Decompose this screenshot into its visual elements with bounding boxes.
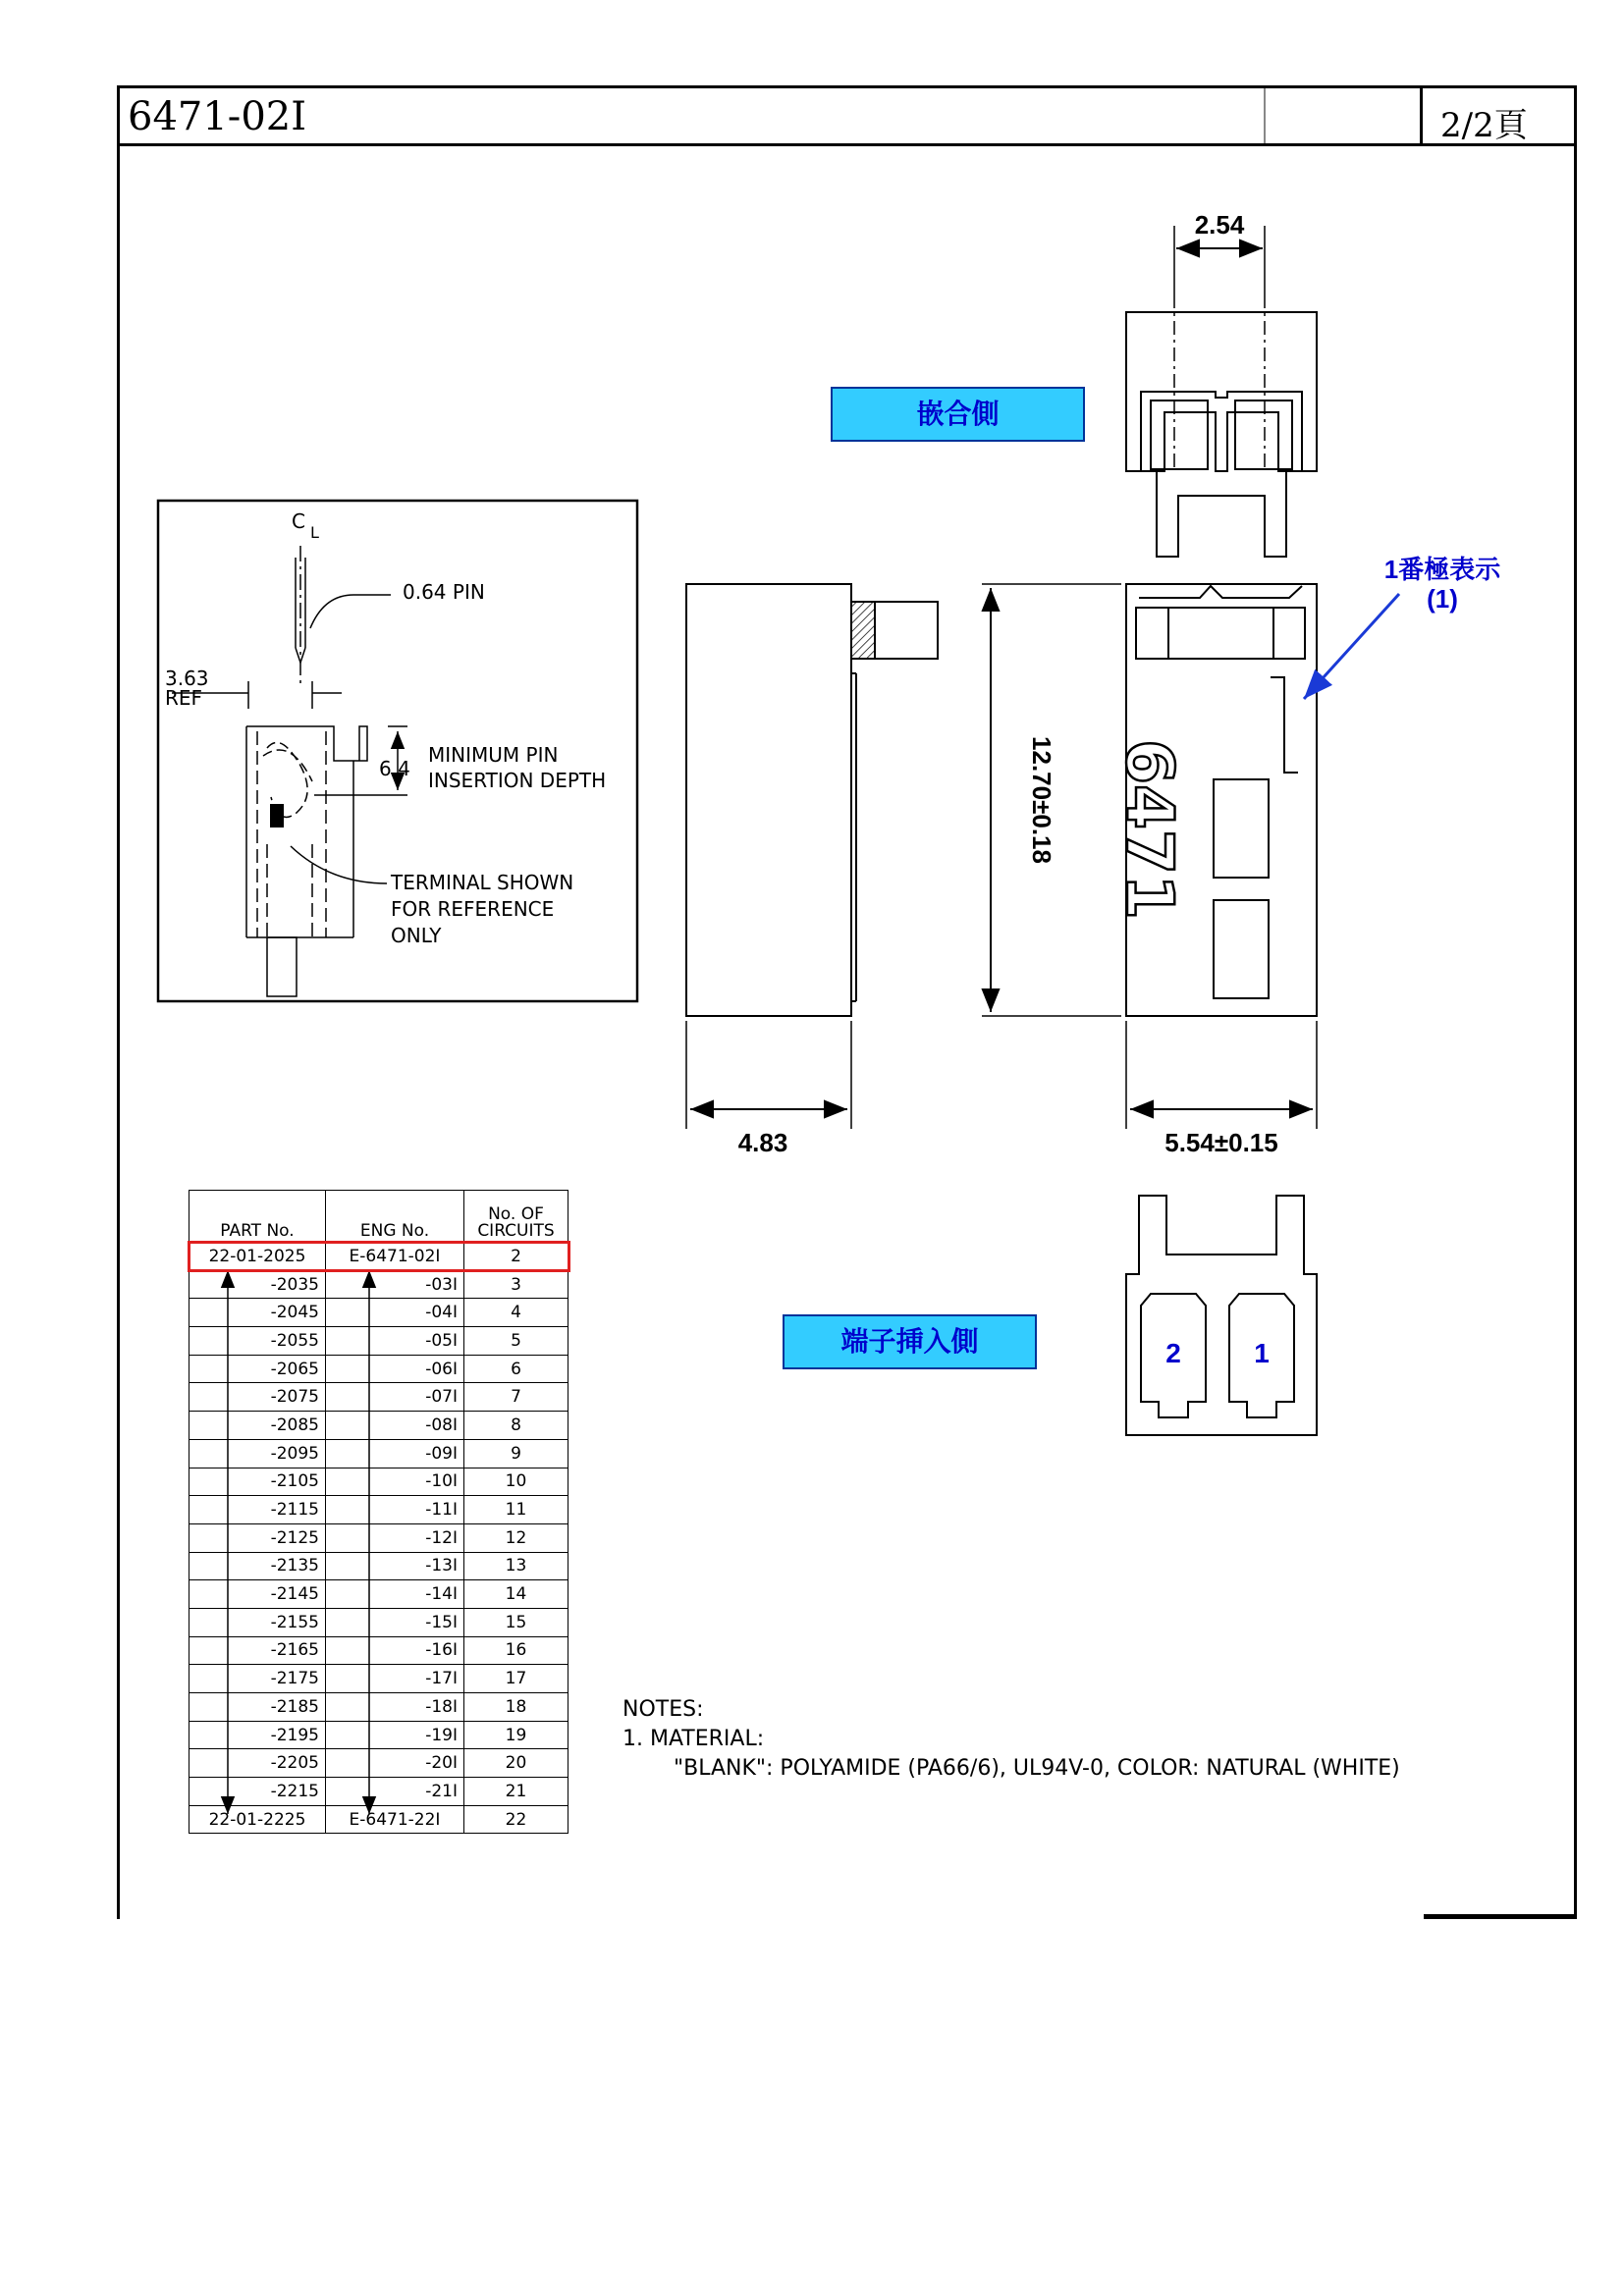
header-eng-no: ENG No. xyxy=(326,1191,464,1243)
table-row xyxy=(189,1608,568,1636)
part-no-cell: -2095 xyxy=(189,1439,326,1468)
eng-no-cell: -17I xyxy=(326,1665,464,1693)
table-row xyxy=(189,1412,568,1440)
table-row xyxy=(189,1468,568,1496)
terminal-note-1: TERMINAL SHOWN xyxy=(391,871,574,894)
cavity-2-label: 2 xyxy=(1165,1338,1181,1368)
circuits-cell: 17 xyxy=(464,1665,568,1693)
eng-no-cell: -09I xyxy=(326,1439,464,1468)
pin1-indicator-label xyxy=(1359,555,1526,614)
table-row xyxy=(189,1552,568,1580)
pin1-label-line2: (1) xyxy=(1427,584,1458,614)
part-no-cell: -2125 xyxy=(189,1523,326,1552)
part-no-cell: -2165 xyxy=(189,1636,326,1665)
circuits-cell: 7 xyxy=(464,1383,568,1412)
height-dimension: 12.70±0.18 xyxy=(1027,736,1056,864)
eng-no-cell: -12I xyxy=(326,1523,464,1552)
circuits-cell: 9 xyxy=(464,1439,568,1468)
table-header-row xyxy=(189,1191,568,1243)
terminal-note-2: FOR REFERENCE xyxy=(391,897,555,921)
eng-no-cell: -15I xyxy=(326,1608,464,1636)
pitch-dimension: 2.54 xyxy=(1194,210,1245,240)
circuits-cell: 8 xyxy=(464,1412,568,1440)
table-body xyxy=(189,1243,568,1834)
eng-no-cell: -20I xyxy=(326,1749,464,1778)
circuits-cell: 16 xyxy=(464,1636,568,1665)
table-row xyxy=(189,1749,568,1778)
part-no-cell: -2105 xyxy=(189,1468,326,1496)
table-row xyxy=(189,1270,568,1299)
part-no-cell: -2075 xyxy=(189,1383,326,1412)
table-row xyxy=(189,1580,568,1609)
mating-side-label: 嵌合側 xyxy=(831,387,1085,442)
circuits-cell: 18 xyxy=(464,1693,568,1722)
circuits-cell: 13 xyxy=(464,1552,568,1580)
terminal-side-label: 端子挿入側 xyxy=(783,1314,1037,1369)
cavity-1-label: 1 xyxy=(1254,1338,1270,1368)
circuits-cell: 3 xyxy=(464,1270,568,1299)
part-no-cell: -2215 xyxy=(189,1778,326,1806)
part-no-cell: -2185 xyxy=(189,1693,326,1722)
eng-no-cell: -06I xyxy=(326,1355,464,1383)
pin1-label-line1: 1番極表示 xyxy=(1383,555,1501,584)
part-no-cell: -2195 xyxy=(189,1721,326,1749)
eng-no-cell: -13I xyxy=(326,1552,464,1580)
part-no-cell: -2135 xyxy=(189,1552,326,1580)
eng-no-cell: -21I xyxy=(326,1778,464,1806)
table-row xyxy=(189,1355,568,1383)
notes-material-detail: "BLANK": POLYAMIDE (PA66/6), UL94V-0, COLOR: NATURAL (WHITE) xyxy=(674,1756,1400,1781)
part-no-cell: 22-01-2225 xyxy=(189,1805,326,1834)
circuits-cell: 22 xyxy=(464,1805,568,1834)
circuits-cell: 15 xyxy=(464,1608,568,1636)
eng-no-cell: -16I xyxy=(326,1636,464,1665)
table-row xyxy=(189,1778,568,1806)
part-no-cell: -2205 xyxy=(189,1749,326,1778)
centerline-symbol: C xyxy=(292,509,305,533)
width-dimension: 5.54±0.15 xyxy=(1164,1128,1278,1157)
part-number-table xyxy=(189,1190,568,1834)
part-no-cell: 22-01-2025 xyxy=(189,1243,326,1271)
side-view xyxy=(686,584,938,1129)
table-row xyxy=(189,1636,568,1665)
page-number: 2/2頁 xyxy=(1440,106,1528,145)
circuits-cell: 5 xyxy=(464,1327,568,1356)
eng-no-cell: -11I xyxy=(326,1496,464,1524)
eng-no-cell: -04I xyxy=(326,1299,464,1327)
table-row xyxy=(189,1693,568,1722)
circuits-cell: 20 xyxy=(464,1749,568,1778)
table-row xyxy=(189,1327,568,1356)
notes-item-1: 1. MATERIAL: xyxy=(623,1727,765,1751)
part-no-cell: -2145 xyxy=(189,1580,326,1609)
insertion-label-1: MINIMUM PIN xyxy=(428,743,559,767)
ref-value: 3.63 xyxy=(165,667,209,690)
eng-no-cell: -07I xyxy=(326,1383,464,1412)
eng-no-cell: E-6471-22I xyxy=(326,1805,464,1834)
eng-no-cell: -05I xyxy=(326,1327,464,1356)
insertion-value: 6.4 xyxy=(379,757,410,780)
table-row xyxy=(189,1523,568,1552)
eng-no-cell: -18I xyxy=(326,1693,464,1722)
circuits-cell: 10 xyxy=(464,1468,568,1496)
part-no-cell: -2055 xyxy=(189,1327,326,1356)
table-row xyxy=(189,1721,568,1749)
circuits-cell: 4 xyxy=(464,1299,568,1327)
part-no-cell: -2065 xyxy=(189,1355,326,1383)
insertion-label-2: INSERTION DEPTH xyxy=(428,769,607,792)
eng-no-cell: -03I xyxy=(326,1270,464,1299)
part-no-cell: -2155 xyxy=(189,1608,326,1636)
ref-label: REF xyxy=(165,686,203,710)
pin-size-label: 0.64 PIN xyxy=(403,580,485,604)
circuits-cell: 21 xyxy=(464,1778,568,1806)
header-part-no: PART No. xyxy=(189,1191,326,1243)
table-row xyxy=(189,1299,568,1327)
notes-section xyxy=(623,1695,1400,1784)
table-row xyxy=(189,1383,568,1412)
circuits-cell: 11 xyxy=(464,1496,568,1524)
circuits-cell: 12 xyxy=(464,1523,568,1552)
terminal-note-3: ONLY xyxy=(391,924,442,947)
depth-dimension: 4.83 xyxy=(737,1128,788,1157)
table-row xyxy=(189,1439,568,1468)
circuits-cell: 2 xyxy=(464,1243,568,1271)
circuits-cell: 19 xyxy=(464,1721,568,1749)
eng-no-cell: -19I xyxy=(326,1721,464,1749)
table-row xyxy=(189,1496,568,1524)
table-row xyxy=(189,1805,568,1834)
circuits-cell: 14 xyxy=(464,1580,568,1609)
centerline-subscript: L xyxy=(310,523,319,542)
notes-title: NOTES: xyxy=(623,1697,704,1722)
eng-no-cell: -10I xyxy=(326,1468,464,1496)
part-no-cell: -2115 xyxy=(189,1496,326,1524)
drawing-number: 6471-02I xyxy=(128,94,307,139)
table-row xyxy=(189,1243,568,1271)
eng-no-cell: -08I xyxy=(326,1412,464,1440)
top-view xyxy=(1126,226,1317,557)
table-row xyxy=(189,1665,568,1693)
bottom-view xyxy=(1126,1196,1317,1435)
circuits-cell: 6 xyxy=(464,1355,568,1383)
part-no-cell: -2175 xyxy=(189,1665,326,1693)
part-no-cell: -2085 xyxy=(189,1412,326,1440)
eng-no-cell: -14I xyxy=(326,1580,464,1609)
eng-no-cell: E-6471-02I xyxy=(326,1243,464,1271)
header-circuits: No. OF CIRCUITS xyxy=(464,1191,568,1243)
part-marking: 6471 xyxy=(1111,739,1187,920)
part-no-cell: -2035 xyxy=(189,1270,326,1299)
part-no-cell: -2045 xyxy=(189,1299,326,1327)
